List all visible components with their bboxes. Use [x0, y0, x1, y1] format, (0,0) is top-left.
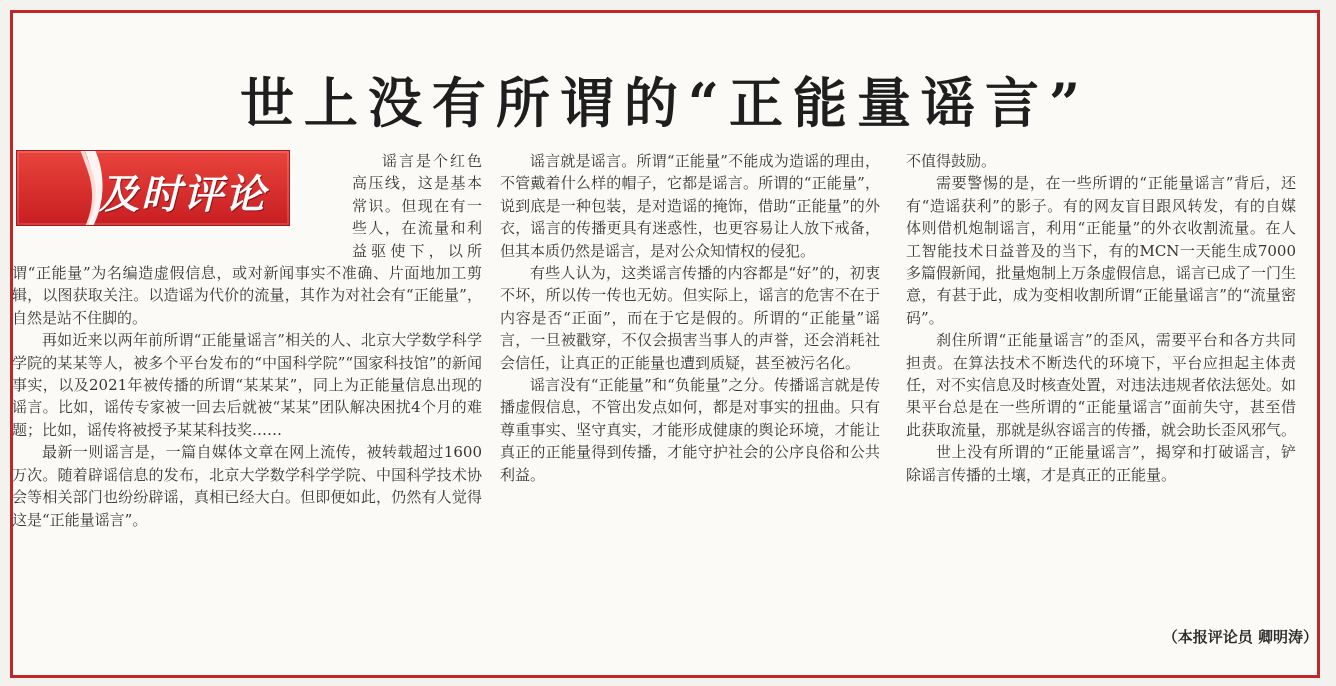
column-2 — [500, 150, 880, 486]
paragraph: 最新一则谣言是，一篇自媒体文章在网上流传，被转载超过1600万次。随着辟谣信息的发布，北京大学数学科学学院、中国科学技术协会等相关部门也纷纷辟谣，真相已经大白。但即便如此，仍然有人觉得这是“正能量谣言”。 — [12, 443, 482, 529]
column-3 — [906, 150, 1296, 486]
paragraph: 再如近来以两年前所谓“正能量谣言”相关的人、北京大学数学科学学院的某某等人，被多个平台发布的“中国科学院”“国家科技馆”的新闻事实，以及2021年被传播的所谓“某某某”，同上为正能量信息出现的谣言。比如，谣传专家被一回去后就被“某某”团队解决困扰4个月的难题；比如，谣传将被授予某某科技奖…… — [12, 331, 482, 439]
paragraph: 刹住所谓“正能量谣言”的歪风，需要平台和各方共同担责。在算法技术不断迭代的环境下，平台应担起主体责任，对不实信息及时核查处置，对违法违规者依法惩处。如果平台总是在一些所谓的“正能量谣言”面前失守，甚至借此获取流量，那就是纵容谣言的传播，就会助长歪风邪气。 — [906, 331, 1297, 439]
column-tag-badge — [16, 150, 290, 226]
paragraph: 有些人认为，这类谣言传播的内容都是“好”的，初衷不坏，所以传一传也无妨。但实际上，谣言的危害不在于内容是否“正面”，而在于它是假的。所谓的“正能量”谣言，一旦被戳穿，不仅会损害当事人的声誉，还会消耗社会信任，让真正的正能量也遭到质疑，甚至被污名化。 — [500, 264, 880, 372]
headline: 世上没有所谓的“正能量谣言” — [239, 71, 1091, 135]
column-tag-label: 及时评论 — [99, 172, 267, 218]
paragraph: 谣言就是谣言。所谓“正能量”不能成为造谣的理由，不管戴着什么样的帽子，它都是谣言。所谓的“正能量”，说到底是一种包装，是对造谣的掩饰，借助“正能量”的外衣，谣言的传播更具有迷惑性，也更容易让人放下戒备，但其本质仍然是谣言，是对公众知情权的侵犯。 — [500, 152, 880, 260]
paragraph: 谣言没有“正能量”和“负能量”之分。传播谣言就是传播虚假信息，不管出发点如何，都是对事实的扭曲。只有尊重事实、坚守真实，才能形成健康的舆论环境，才能让真正的正能量得到传播，才能守护社会的公序良俗和公共利益。 — [500, 376, 880, 484]
byline: （本报评论员 卿明涛） — [1162, 628, 1318, 646]
paragraph: 谣言是个红色高压线，这是基本常识。但现在有一些人，在流量和利益驱使下，以所谓“正能量”为名编造虚假信息，或对新闻事实不准确、片面地加工剪辑，以图获取关注。以造谣为代价的流量，其作为对社会有“正能量”，自然是站不住脚的。 — [12, 152, 482, 327]
paragraph: 世上没有所谓的“正能量谣言”，揭穿和打破谣言，铲除谣言传播的土壤，才是真正的正能量。 — [906, 443, 1296, 484]
paragraph: 需要警惕的是，在一些所谓的“正能量谣言”背后，还有“造谣获利”的影子。有的网友盲目跟风转发，有的自媒体则借机炮制谣言，利用“正能量”的外衣收割流量。在人工智能技术日益普及的当下，有的MCN一天能生成7000多篇假新闻，批量炮制上万条虚假信息，谣言已成了一门生意，有甚于此，成为变相收割所谓“正能量谣言”的“流量密码”。 — [906, 174, 1297, 327]
paragraph: 不值得鼓励。 — [906, 152, 997, 170]
